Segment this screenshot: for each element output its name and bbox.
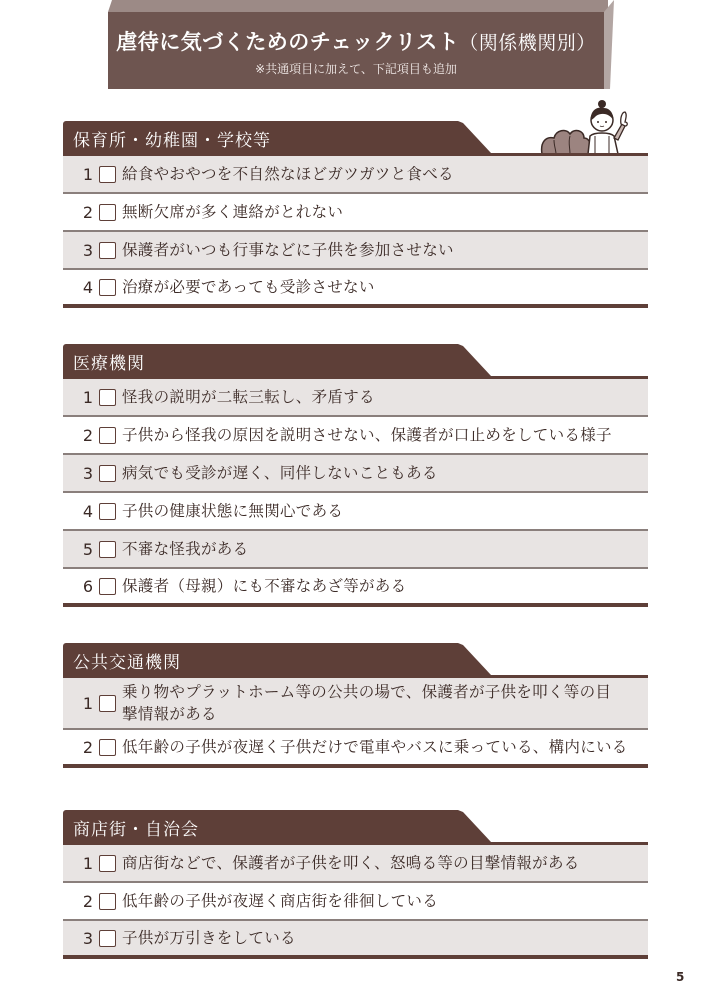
item-text: 治療が必要であっても受診させない bbox=[122, 278, 375, 296]
section-title: 保育所・幼稚園・学校等 bbox=[73, 131, 271, 151]
section-header bbox=[63, 344, 648, 376]
item-number: 1 bbox=[82, 387, 93, 407]
item-text: 病気でも受診が遅く、同伴しないこともある bbox=[122, 464, 438, 482]
item-number: 4 bbox=[82, 277, 93, 297]
banner-top-face bbox=[108, 0, 608, 12]
checkbox[interactable] bbox=[99, 541, 116, 558]
checklist-row bbox=[63, 845, 648, 883]
checkbox[interactable] bbox=[99, 893, 116, 910]
item-text: 不審な怪我がある bbox=[122, 540, 249, 558]
item-text: 給食やおやつを不自然なほどガツガツと食べる bbox=[122, 165, 454, 183]
section-medical bbox=[63, 344, 648, 607]
page-number: 5 bbox=[676, 970, 685, 984]
banner-side-face bbox=[604, 0, 614, 89]
item-number: 1 bbox=[82, 853, 93, 873]
item-number: 2 bbox=[82, 202, 93, 222]
item-text: 乗り物やプラットホーム等の公共の場で、保護者が子供を叩く等の目撃情報がある bbox=[122, 683, 612, 723]
checkbox[interactable] bbox=[99, 389, 116, 406]
section-title: 公共交通機関 bbox=[73, 653, 181, 673]
checkbox[interactable] bbox=[99, 503, 116, 520]
item-number: 3 bbox=[82, 240, 93, 260]
banner-front-face bbox=[108, 12, 604, 89]
item-number: 2 bbox=[82, 891, 93, 911]
item-text: 子供から怪我の原因を説明させない、保護者が口止めをしている様子 bbox=[122, 426, 612, 444]
section-title: 医療機関 bbox=[73, 354, 145, 374]
item-number: 2 bbox=[82, 737, 93, 757]
checkbox[interactable] bbox=[99, 166, 116, 183]
checklist-row bbox=[63, 417, 648, 455]
checklist-row bbox=[63, 921, 648, 959]
section-header bbox=[63, 643, 648, 675]
page-title bbox=[108, 26, 604, 56]
item-number: 3 bbox=[82, 928, 93, 948]
item-number: 1 bbox=[82, 164, 93, 184]
item-text: 無断欠席が多く連絡がとれない bbox=[122, 203, 344, 221]
section-header bbox=[63, 810, 648, 842]
checklist-row bbox=[63, 194, 648, 232]
checklist-row bbox=[63, 493, 648, 531]
item-number: 5 bbox=[82, 539, 93, 559]
section-title: 商店街・自治会 bbox=[73, 820, 199, 840]
item-text: 子供の健康状態に無関心である bbox=[122, 502, 344, 520]
checkbox[interactable] bbox=[99, 930, 116, 947]
title-text: 虐待に気づくためのチェックリスト bbox=[116, 30, 460, 54]
checklist-row bbox=[63, 379, 648, 417]
item-text: 低年齢の子供が夜遅く商店街を徘徊している bbox=[122, 892, 439, 910]
checklist-row bbox=[63, 678, 648, 730]
item-number: 1 bbox=[82, 693, 93, 713]
checkbox[interactable] bbox=[99, 204, 116, 221]
checklist-row bbox=[63, 883, 648, 921]
checkbox[interactable] bbox=[99, 739, 116, 756]
checklist-row bbox=[63, 730, 648, 768]
item-text: 怪我の説明が二転三転し、矛盾する bbox=[122, 388, 375, 406]
checkbox[interactable] bbox=[99, 427, 116, 444]
checklist-row bbox=[63, 569, 648, 607]
item-text: 子供が万引きをしている bbox=[122, 929, 296, 947]
title-banner bbox=[108, 0, 608, 89]
checkbox[interactable] bbox=[99, 578, 116, 595]
checkbox[interactable] bbox=[99, 855, 116, 872]
checkbox[interactable] bbox=[99, 279, 116, 296]
title-paren: （関係機関別） bbox=[459, 32, 596, 54]
item-number: 4 bbox=[82, 501, 93, 521]
page-subtitle: ※共通項目に加えて、下記項目も追加 bbox=[255, 62, 457, 76]
item-text: 商店街などで、保護者が子供を叩く、怒鳴る等の目撃情報がある bbox=[122, 854, 580, 872]
item-text: 保護者がいつも行事などに子供を参加させない bbox=[122, 241, 454, 259]
section-schools bbox=[63, 121, 648, 308]
checklist-row bbox=[63, 531, 648, 569]
item-number: 3 bbox=[82, 463, 93, 483]
item-number: 6 bbox=[82, 576, 93, 596]
item-text: 保護者（母親）にも不審なあざ等がある bbox=[122, 577, 407, 595]
section-public-transport bbox=[63, 643, 648, 768]
section-shopping-district bbox=[63, 810, 648, 959]
checklist-row bbox=[63, 270, 648, 308]
item-text: 低年齢の子供が夜遅く子供だけで電車やバスに乗っている、構内にいる bbox=[122, 738, 628, 756]
checklist-row bbox=[63, 156, 648, 194]
checkbox[interactable] bbox=[99, 695, 116, 712]
checklist-row bbox=[63, 232, 648, 270]
section-header bbox=[63, 121, 648, 153]
item-number: 2 bbox=[82, 425, 93, 445]
checklist-row bbox=[63, 455, 648, 493]
checkbox[interactable] bbox=[99, 242, 116, 259]
checkbox[interactable] bbox=[99, 465, 116, 482]
